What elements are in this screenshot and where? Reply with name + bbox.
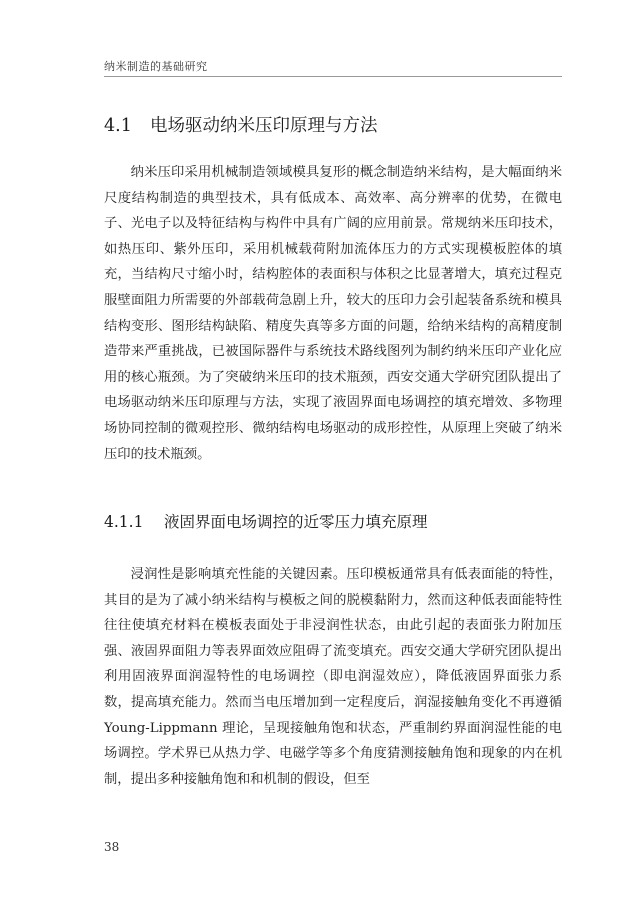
subsection-heading <box>104 510 428 532</box>
running-head: 纳米制造的基础研究 <box>104 60 208 73</box>
header-rule <box>104 76 562 77</box>
section-number: 4.1 <box>104 116 132 136</box>
section-title: 电场驱动纳米压印原理与方法 <box>150 116 378 136</box>
page-number: 38 <box>104 840 120 854</box>
section-heading <box>104 112 378 137</box>
body-paragraph-1: 纳米压印采用机械制造领域模具复形的概念制造纳米结构，是大幅面纳米尺度结构制造的典型技术，具有低成本、高效率、高分辨率的优势，在微电子、光电子以及特征结构与构件中具有广阔的应用前景。常规纳米压印技术，如热压印、紫外压印，采用机械载荷附加流体压力的方式实现模板腔体的填充，当结构尺寸缩小时，结构腔体的表面积与体积之比显著增大，填充过程克服壁面阻力所需要的外部载荷急剧上升，较大的压印力会引起装备系统和模具结构变形、图形结构缺陷、精度失真等多方面的问题，给纳米结构的高精度制造带来严重挑战，已被国际器件与系统技术路线图列为制约纳米压印产业化应用的核心瓶颈。为了突破纳米压印的技术瓶颈，西安交通大学研究团队提出了电场驱动纳米压印原理与方法，实现了液固界面电场调控的填充增效、多物理场协同控制的微观控形、微纳结构电场驱动的成形控性，从原理上突破了纳米压印的技术瓶颈。 <box>104 165 562 462</box>
subsection-number: 4.1.1 <box>104 513 144 531</box>
subsection-title: 液固界面电场调控的近零压力填充原理 <box>164 513 428 531</box>
body-paragraph-2: 浸润性是影响填充性能的关键因素。压印模板通常具有低表面能的特性，其目的是为了减小纳米结构与模板之间的脱模黏附力，然而这种低表面能特性往往使填充材料在模板表面处于非浸润性状态，由此引起的表面张力附加压强、液固界面阻力等表界面效应阻碍了流变填充。西安交通大学研究团队提出利用固液界面润湿特性的电场调控（即电润湿效应），降低液固界面张力系数，提高填充能力。然而当电压增加到一定程度后，润湿接触角变化不再遵循 Young-Lippmann 理论，呈现接触角饱和状态，严重制约界面润湿性能的电场调控。学术界已从热力学、电磁学等多个角度猜测接触角饱和现象的内在机制，提出多种接触角饱和和机制的假设，但至 <box>104 567 562 787</box>
